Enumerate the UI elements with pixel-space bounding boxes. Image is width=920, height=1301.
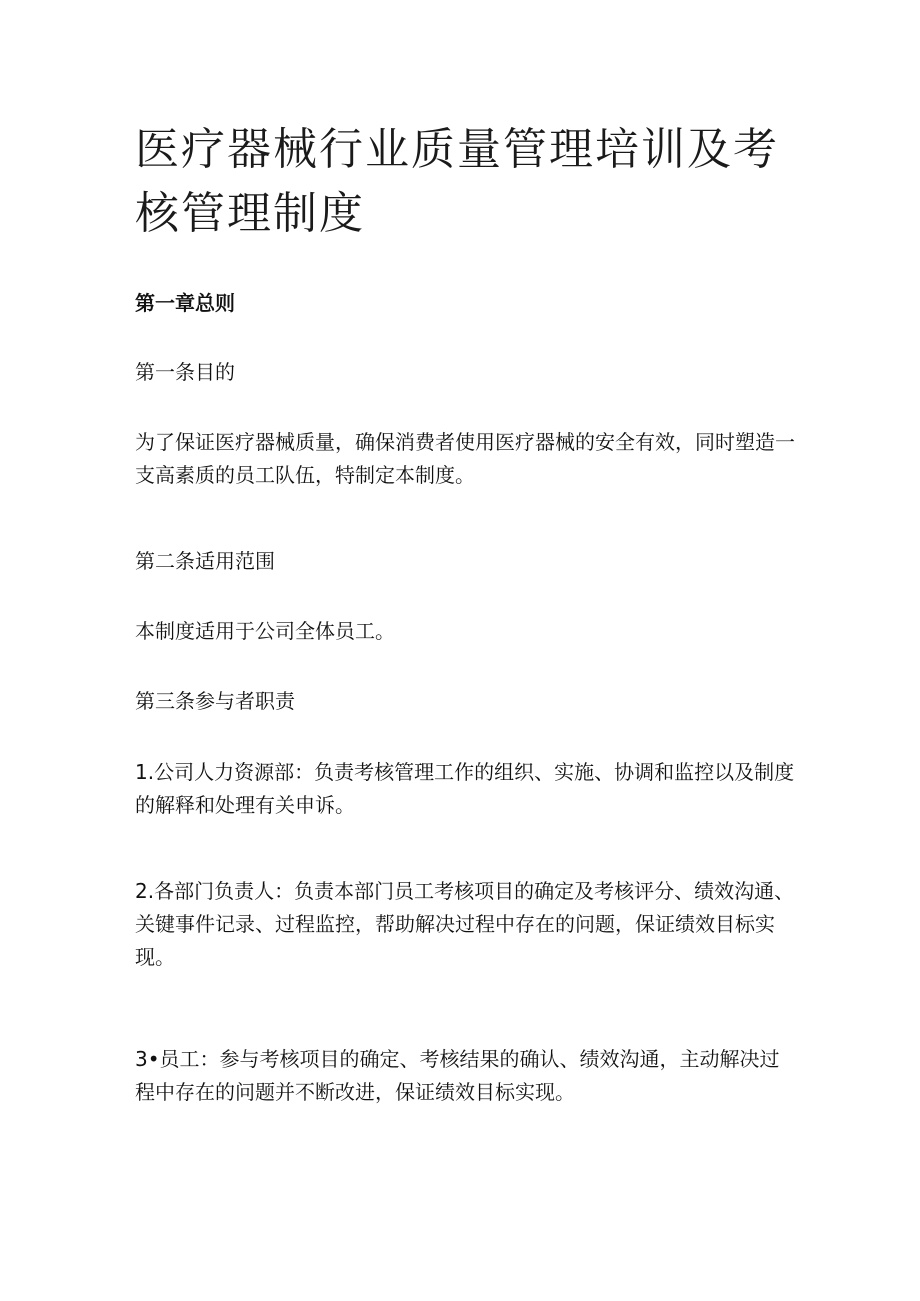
article1-body: 为了保证医疗器械质量，确保消费者使用医疗器械的安全有效，同时塑造一支高素质的员工队伍，特制定本制度。: [135, 430, 795, 487]
article3-heading: 第三条参与者职责: [135, 689, 295, 713]
list-item: 2.各部门负责人：负责本部门员工考核项目的确定及考核评分、绩效沟通、关键事件记录、过程监控，帮助解决过程中存在的问题，保证绩效目标实现。: [135, 879, 795, 969]
list-item: 3•员工：参与考核项目的确定、考核结果的确认、绩效沟通，主动解决过程中存在的问题并不断改进，保证绩效目标实现。: [135, 1047, 780, 1104]
document-title: 医疗器械行业质量管理培训及考核管理制度: [135, 124, 779, 239]
article1-heading: 第一条目的: [135, 360, 235, 384]
chapter-heading: 第一章总则: [135, 291, 235, 315]
article2-heading: 第二条适用范围: [135, 549, 275, 573]
list-item: 1.公司人力资源部：负责考核管理工作的组织、实施、协调和监控以及制度的解释和处理有关申诉。: [135, 760, 795, 817]
article2-body: 本制度适用于公司全体员工。: [135, 619, 395, 643]
